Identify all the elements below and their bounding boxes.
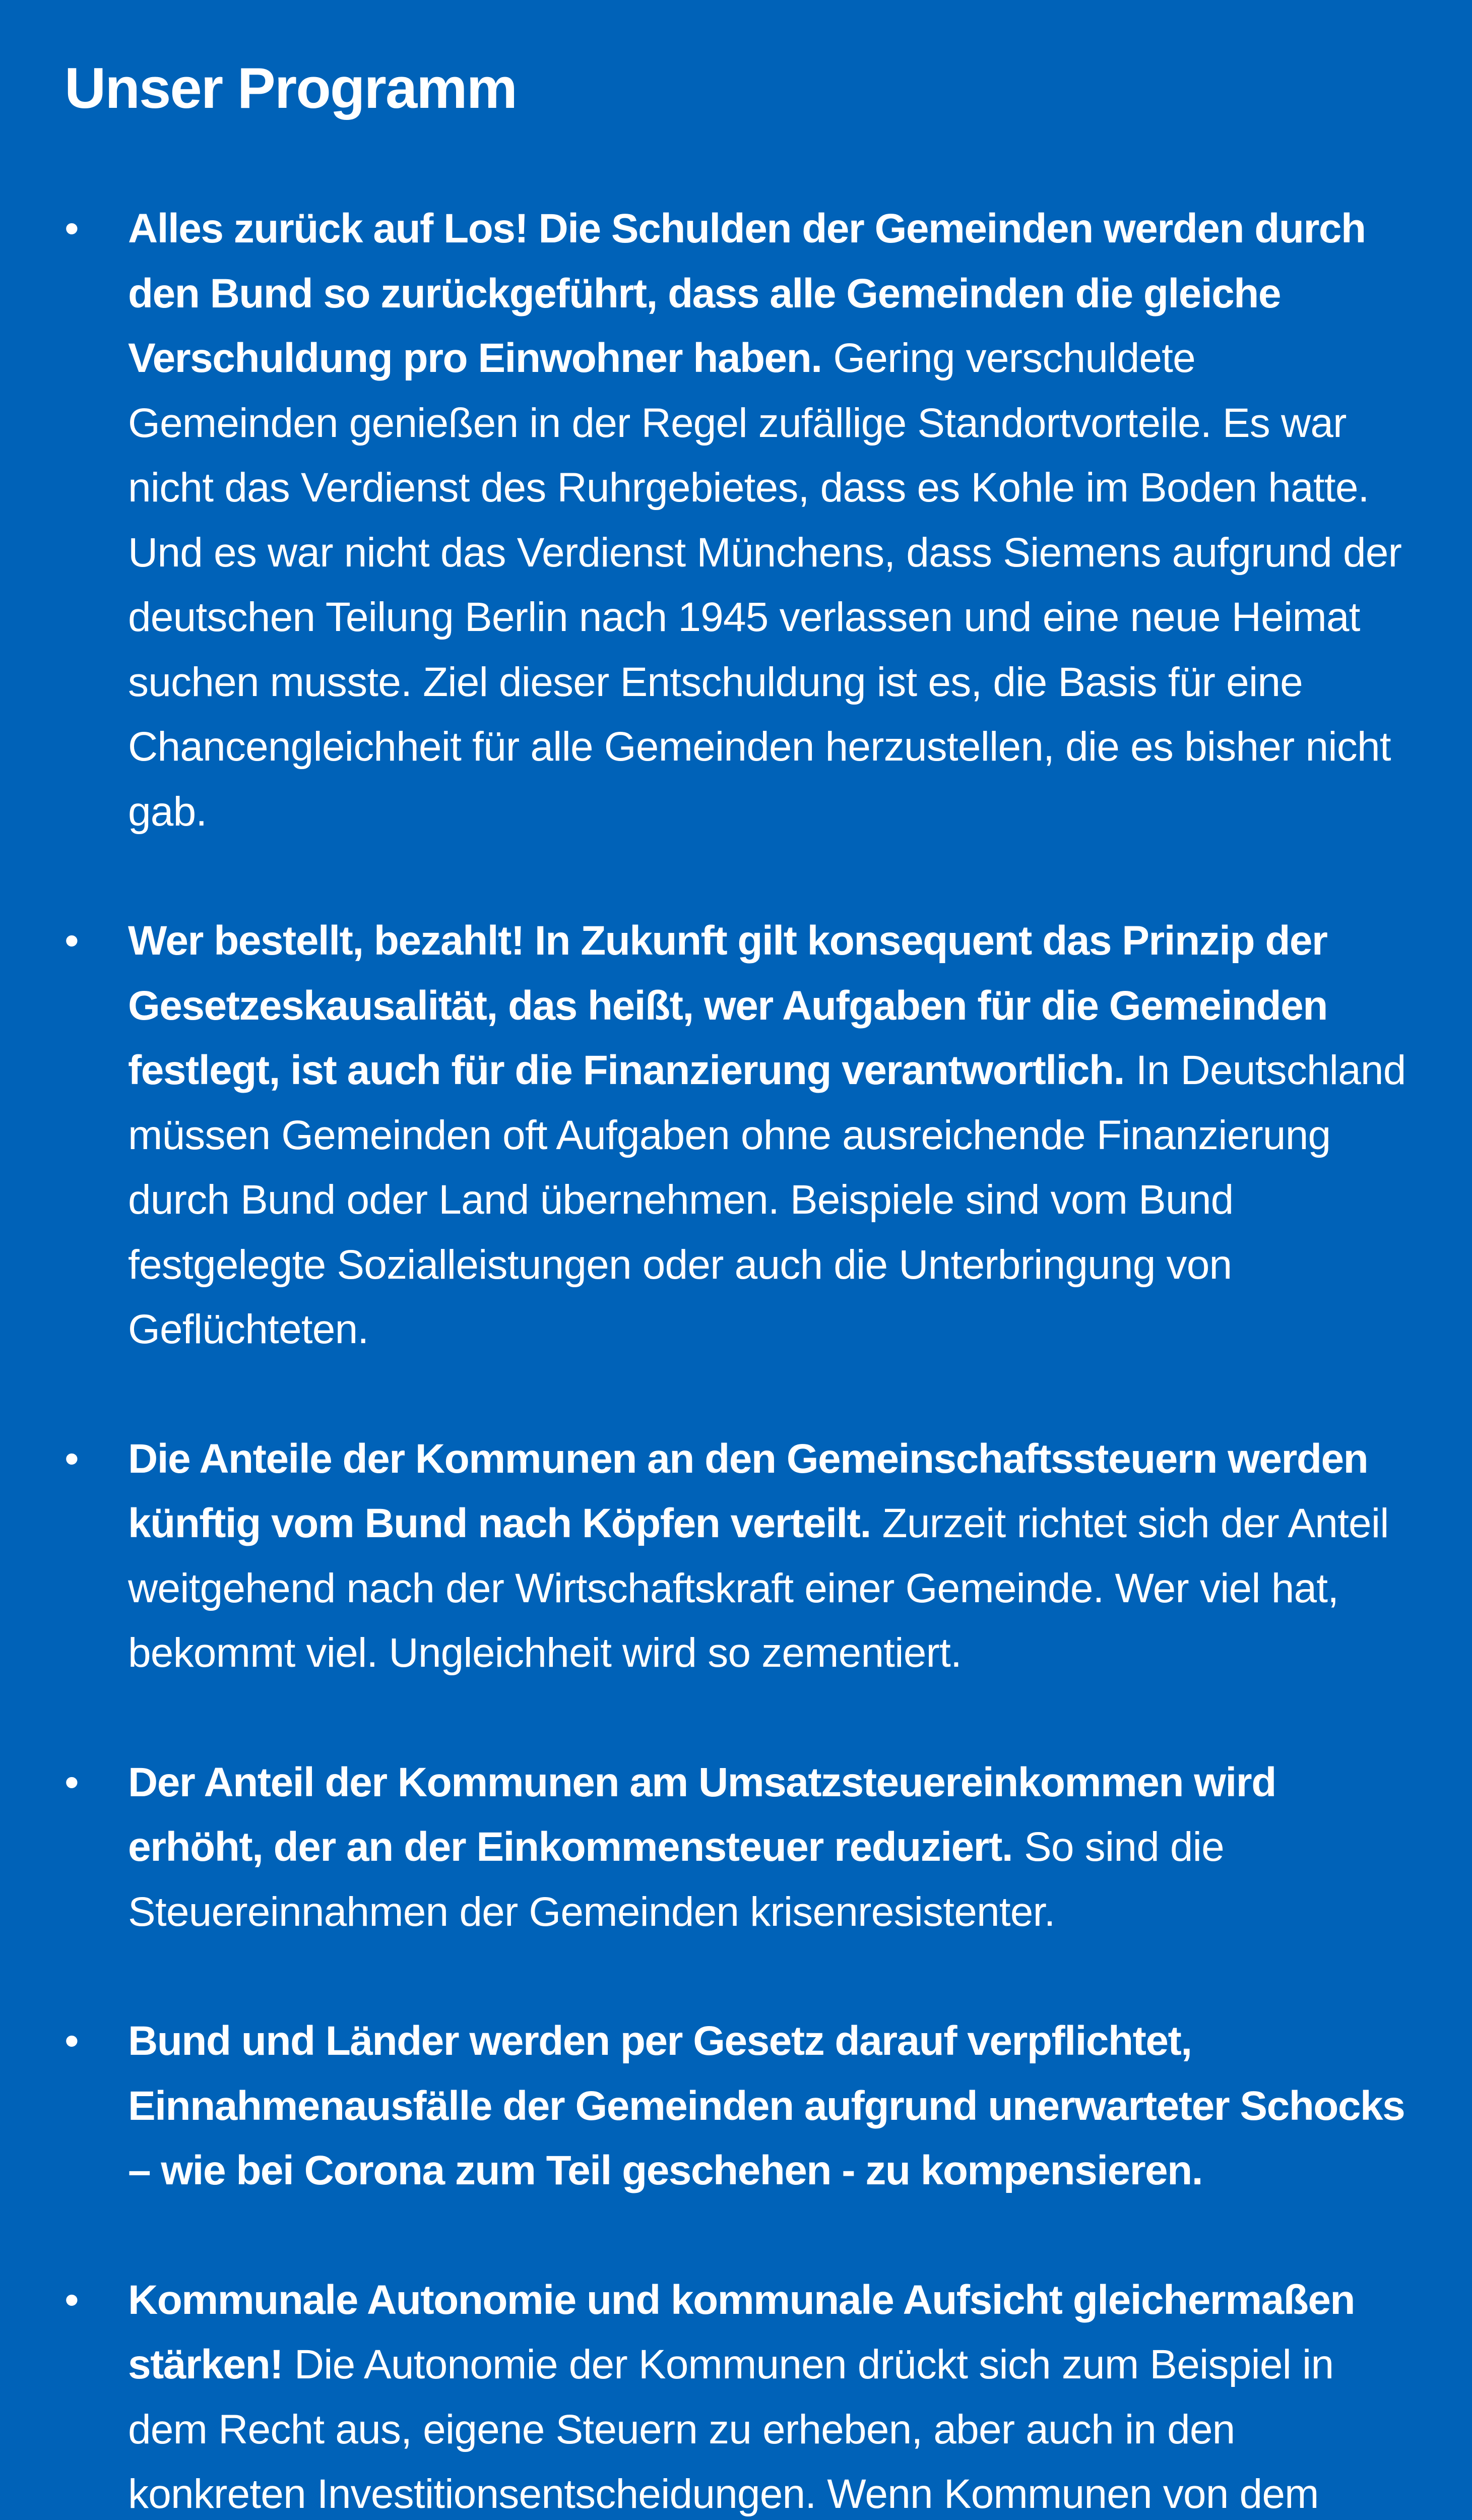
item-lead: Kommunale Autonomie und kommunale Aufsicht gleichermaßen stärken! — [128, 2277, 1355, 2387]
item-lead: Der Anteil der Kommunen am Umsatzsteuereinkommen wird erhöht, der an der Einkommensteuer reduziert. — [128, 1759, 1276, 1870]
list-item — [0, 197, 1472, 844]
page-title: Unser Programm — [65, 56, 517, 120]
bullet-icon: • — [65, 1759, 79, 1805]
item-text: Gering verschuldete Gemeinden genießen in der Regel zufällige Standortvorteile. Es war nicht das Verdienst des Ruhrgebietes, dass es Kohle im Boden hatte. Und es war nicht das Verdienst Münchens, dass Siemens aufgrund der deutschen Teilung Berlin nach 1945 verlassen und eine neue Heimat suchen musste. Ziel dieser Entschuldung ist es, die Basis für eine Chancengleichheit für alle Gemeinden herzustellen, die es bisher nicht gab. — [128, 335, 1402, 835]
list-item — [0, 1750, 1472, 1945]
item-lead: Alles zurück auf Los! Die Schulden der Gemeinden werden durch den Bund so zurückgeführt, dass alle Gemeinden die gleiche Verschuldung pro Einwohner haben. — [128, 206, 1366, 381]
list-item — [0, 1427, 1472, 1686]
bullet-icon: • — [65, 206, 79, 251]
bullet-icon: • — [65, 918, 79, 964]
item-lead: Die Anteile der Kommunen an den Gemeinschaftssteuern werden künftig vom Bund nach Köpfen verteilt. — [128, 1435, 1368, 1546]
item-text: Zurzeit richtet sich der Anteil weitgehend nach der Wirtschaftskraft einer Gemeinde. Wer viel hat, bekommt viel. Ungleichheit wird so zementiert. — [128, 1500, 1389, 1676]
item-lead: Wer bestellt, bezahlt! In Zukunft gilt konsequent das Prinzip der Gesetzeskausalität, das heißt, wer Aufgaben für die Gemeinden festlegt, ist auch für die Finanzierung verantwortlich. — [128, 918, 1327, 1093]
bullet-icon: • — [65, 2018, 79, 2064]
program-list — [0, 197, 1472, 2520]
item-text: Die Autonomie der Kommunen drückt sich zum Beispiel in dem Recht aus, eigene Steuern zu erheben, aber auch in den konkreten Investitionsentscheidungen. Wenn Kommunen von dem — [128, 2342, 1334, 2517]
list-item — [0, 2009, 1472, 2203]
item-lead: Bund und Länder werden per Gesetz darauf verpflichtet, Einnahmenausfälle der Gemeinden aufgrund unerwarteter Schocks – wie bei Corona zum Teil geschehen - zu kompensieren. — [128, 2018, 1405, 2193]
list-item — [0, 2268, 1472, 2520]
item-text: So sind die Steuereinnahmen der Gemeinden krisenresistenter. — [128, 1824, 1224, 1935]
bullet-icon: • — [65, 1435, 79, 1482]
item-text: In Deutschland müssen Gemeinden oft Aufgaben ohne ausreichende Finanzierung durch Bund oder Land übernehmen. Beispiele sind vom Bund festgelegte Sozialleistungen oder auch die Unterbringung von Geflüchteten. — [128, 1047, 1406, 1352]
list-item — [0, 909, 1472, 1362]
bullet-icon: • — [65, 2277, 79, 2323]
